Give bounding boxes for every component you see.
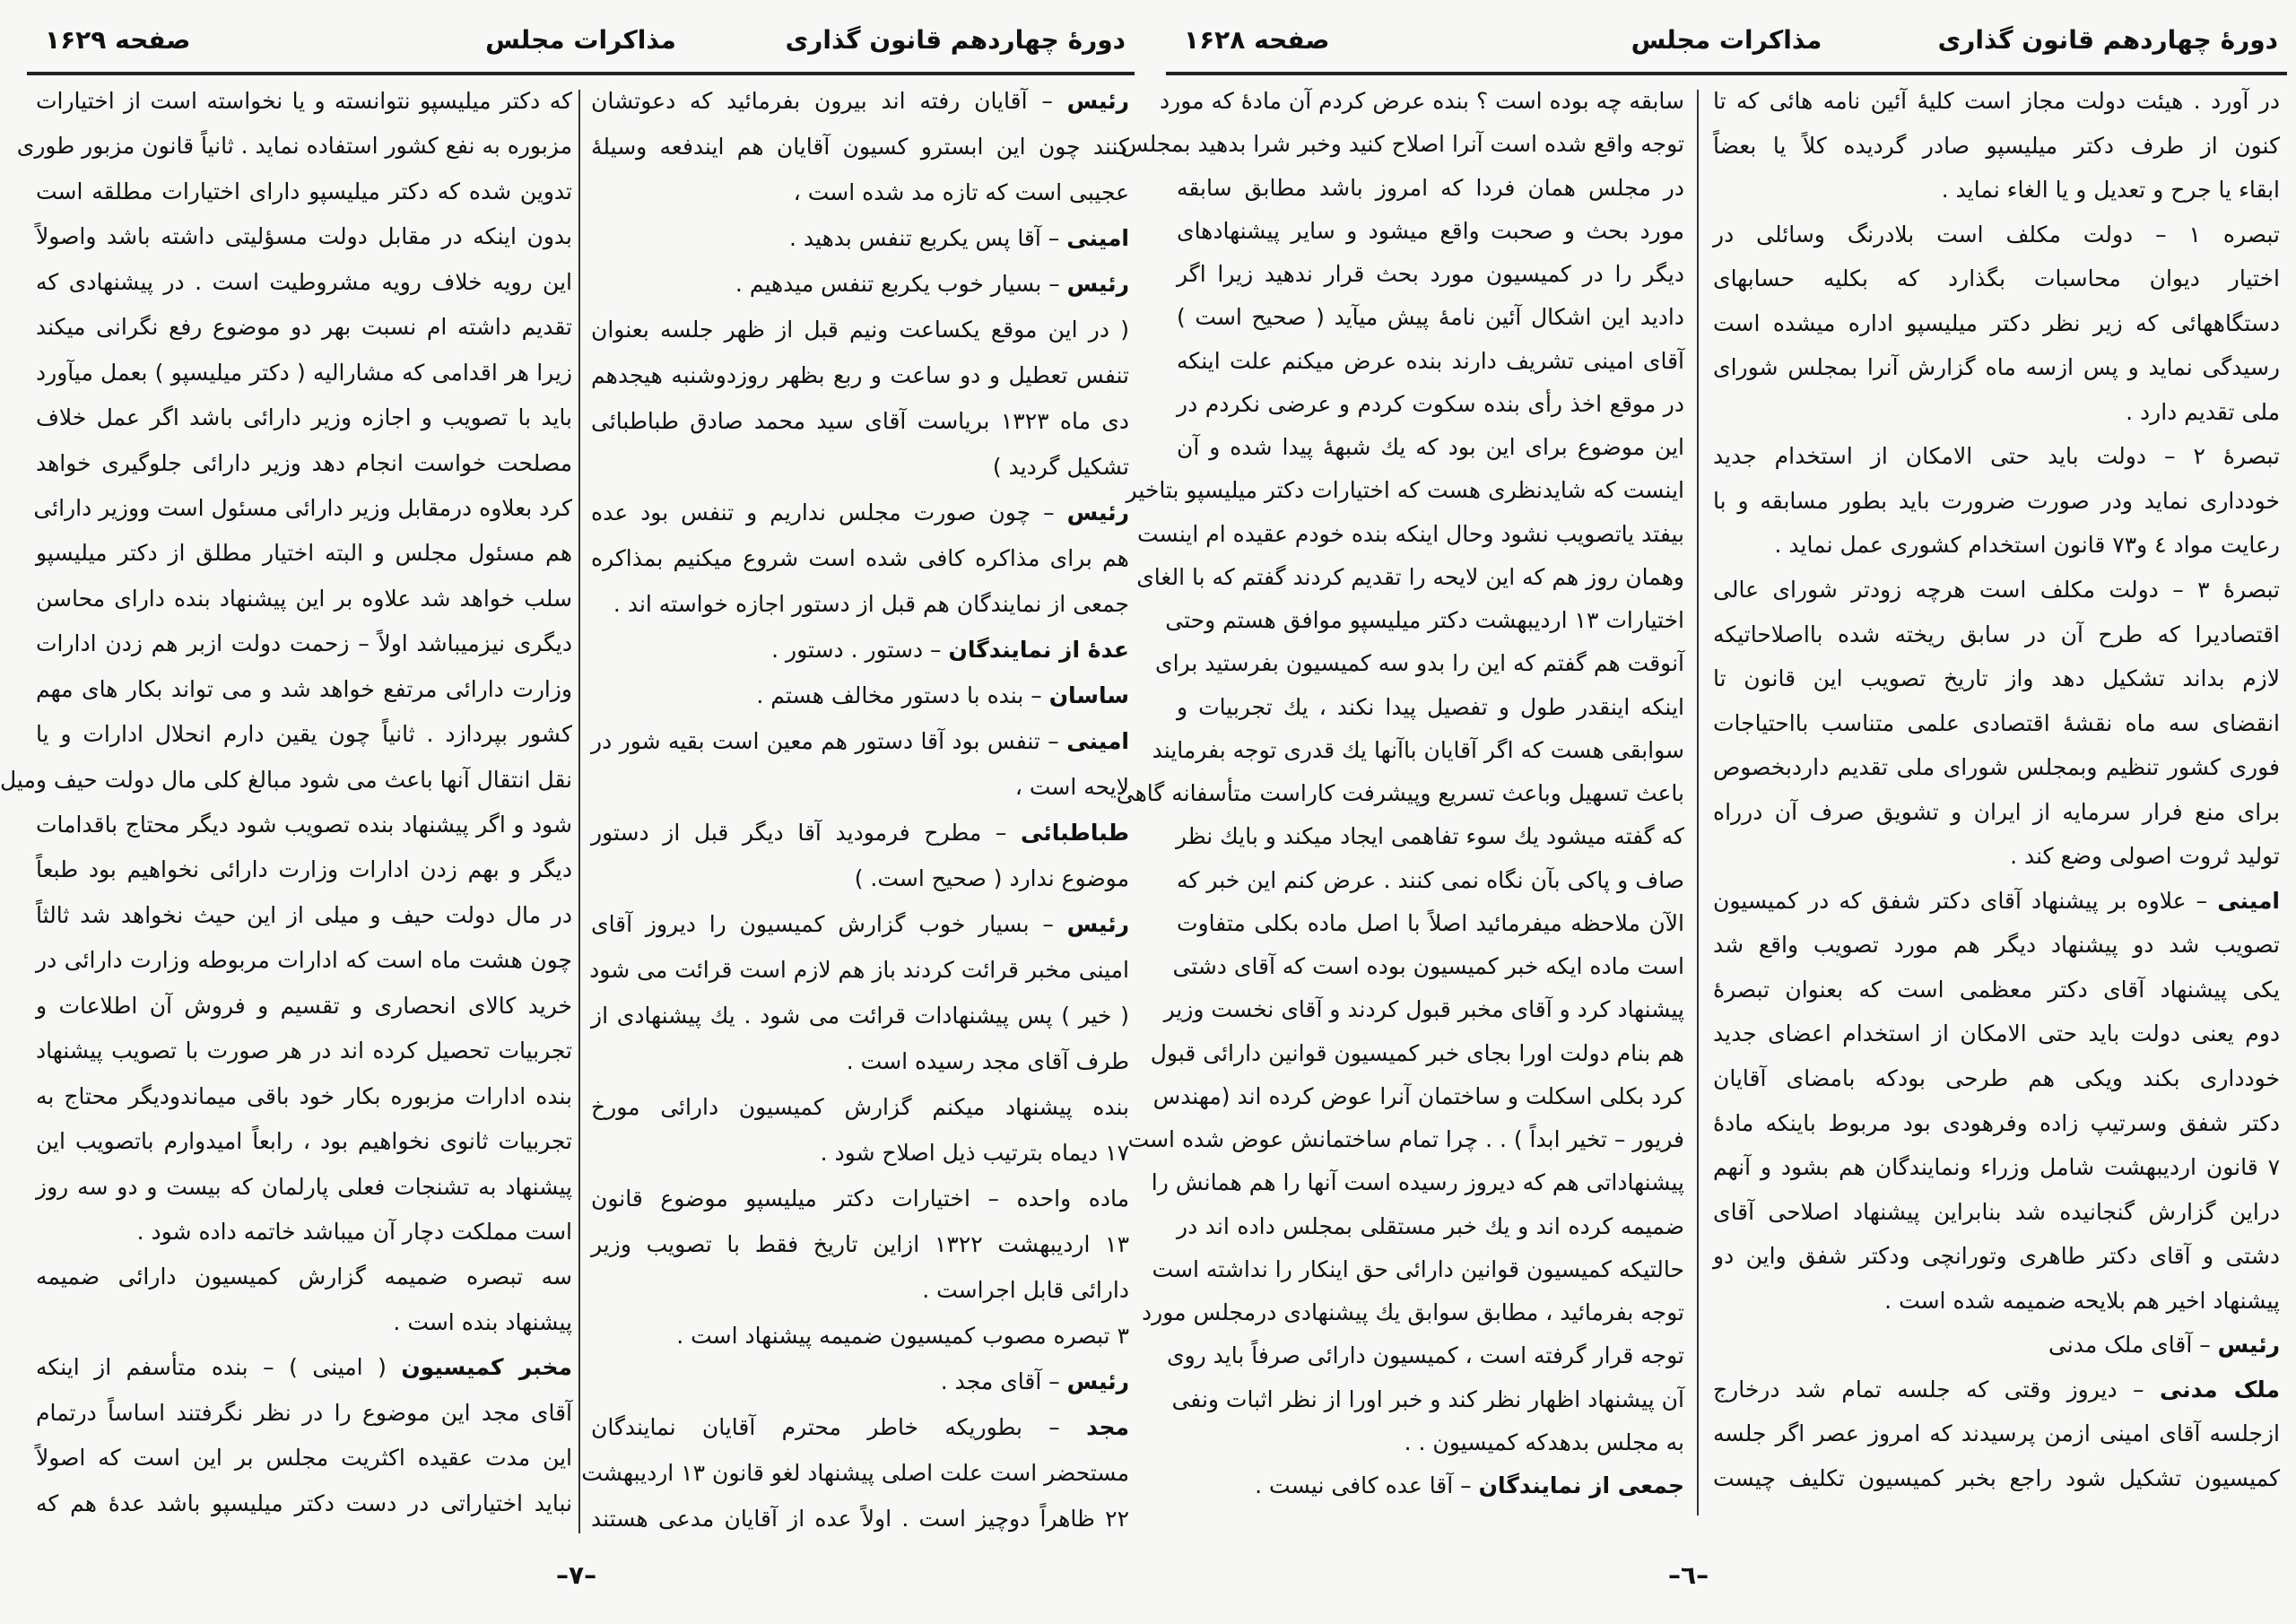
text-line: [591, 1412, 1129, 1443]
line-text: رعایت مواد ٤ و۷۳ قانون استخدام کشوری عمل نماید .: [1774, 532, 2280, 559]
text-line: [1160, 86, 1684, 117]
line-text: کنند چون این ابسترو کسیون آقایان هم ایندفعه وسیلهٔ: [591, 134, 1129, 160]
line-text: کمیسیون تشکیل شود راجع بخبر کمیسیون تکلیف چیست: [1713, 1464, 2280, 1491]
speaker-name: جمعی از نمایندگان: [1478, 1472, 1684, 1498]
text-line: [36, 1081, 572, 1112]
line-text: – بطوریکه خاطر محترم آقایان نمایندگان: [591, 1414, 1087, 1440]
line-text: پیشنهاد به تشنجات فعلی پارلمان که بیست و دو سه روز: [36, 1173, 572, 1200]
line-text: مصلحت خواست انجام دهد وزیر دارائی جلوگیری خواهد: [36, 449, 572, 476]
line-text: خودداری بکند ویکی هم طرحی بودکه بامضای آقایان: [1713, 1065, 2280, 1092]
line-text: ۱۷ دیماه بترتیب ذیل اصلاح شود .: [820, 1140, 1129, 1166]
text-line: [1713, 1152, 2280, 1183]
text-line: [1172, 951, 1684, 982]
line-text: این مدت عقیده اکثریت مجلس بر این است که اصولاً: [36, 1445, 572, 1472]
line-text: طرف آقای مجد رسیده است .: [846, 1048, 1129, 1074]
text-line: [591, 86, 1129, 117]
line-text: – آقای مجد .: [940, 1368, 1067, 1394]
header-title: مذاکرات مجلس: [485, 25, 676, 55]
text-line: [1713, 1375, 2280, 1405]
text-line: [36, 674, 572, 705]
text-line: [1713, 1108, 2280, 1139]
text-line: [1713, 975, 2280, 1005]
text-line: [1177, 259, 1684, 290]
line-text: الآن ملاحظه میفرمائید اصلاً با اصل ماده بکلی متفاوت: [1177, 909, 1684, 936]
text-line: [591, 1504, 1129, 1534]
line-text: تدوین شده که دکتر میلیسپو دارای اختیارات مطلقه است: [36, 178, 572, 204]
line-text: حالتیکه کمیسیون قوانین دارائی حق اینکار را نداشته است: [1152, 1255, 1684, 1282]
line-text: – مطرح فرمودید آقا دیگر قبل از دستور: [591, 820, 1022, 846]
text-line: [591, 681, 1129, 711]
line-text: سابقه چه بوده است ؟ بنده عرض کردم آن مادهٔ که مورد: [1160, 88, 1684, 114]
line-text: خرید کالای انحصاری و تقسیم و فروش آن اطلاعات و: [36, 992, 572, 1019]
speaker-name: مخبر کمیسیون: [401, 1354, 572, 1381]
text-line: [591, 1046, 1129, 1077]
text-line: [1152, 735, 1684, 766]
text-line: [1167, 1341, 1684, 1371]
line-text: نقل انتقال آنها باعث می شود مبالغ کلی مال دولت حیف ومیل: [0, 766, 572, 793]
line-text: صاف و پاکی بآن نگاه نمی کنند . عرض کنم این خبر که: [1177, 866, 1684, 893]
line-text: در آورد . هیئت دولت مجاز است کلیهٔ آئین نامه هائی که تا: [1713, 88, 2280, 114]
line-text: دادید این اشکال آئین نامهٔ پیش میآید ( صحیح است ): [1177, 304, 1684, 331]
line-text: پیشنهاد اخیر هم بلایحه ضمیمه شده است .: [1884, 1287, 2280, 1314]
text-line: [16, 131, 572, 161]
line-text: دراین گزارش گنجانیده شد بنابراین پیشنهاد اصلاحی آقای: [1713, 1198, 2280, 1225]
line-text: ( در این موقع یکساعت ونیم قبل از ظهر جلسه بعنوان: [591, 317, 1129, 343]
line-text: – دیروز وقتی که جلسه تمام شد درخارج: [1713, 1376, 2160, 1403]
line-text: است ماده ایکه خبر کمیسیون بوده است که آقای دشتی: [1172, 953, 1684, 979]
line-text: تبصره ۱ – دولت مکلف است بلادرنگ وسائلی در: [1713, 221, 2280, 248]
line-text: ۲۲ ظاهراً دوچیز است . اولاً عده از آقایان مدعی هستند: [591, 1506, 1129, 1532]
text-line: [36, 1126, 572, 1157]
text-line: [36, 1398, 572, 1429]
line-text: دوم یعنی دولت باید حتی الامکان از استخدام اعضای جدید: [1713, 1020, 2280, 1047]
line-text: فوری کشور تنظیم وبمجلس شورای ملی تقدیم داردبخصوص: [1713, 754, 2280, 781]
text-line: [36, 1262, 572, 1292]
text-line: [1713, 1330, 2280, 1360]
line-text: هم برای مذاکره کافی شده است شروع میکنیم بمذاکره: [591, 545, 1129, 571]
text-line: [36, 538, 572, 569]
text-line: [1713, 1241, 2280, 1272]
line-text: توجه بفرمائید ، مطابق سوابق یك پیشنهادی درمجلس مورد: [1142, 1299, 1684, 1325]
line-text: ۷ قانون اردیبهشت شامل وزراء ونمایندگان هم بشود و آنهم: [1713, 1154, 2280, 1181]
speaker-name: رئیس: [1066, 499, 1129, 525]
text-line: [591, 543, 1129, 574]
line-text: در مجلس همان فردا که امروز باشد مطابق سابقه: [1177, 174, 1684, 201]
page-1628: [1116, 0, 2287, 1624]
line-text: ازجلسه آقای امینی ازمن پرسیدند که امروز عصر اگر جلسه: [1713, 1420, 2280, 1447]
text-line: [1713, 1419, 2280, 1449]
header-rule: [1166, 72, 2287, 75]
line-text: اینکه اینقدر طول و تفصیل پیدا نکند ، یك تجربیات و: [1177, 693, 1684, 720]
line-text: – بسیار خوب گزارش کمیسیون را دیروز آقای: [591, 911, 1067, 937]
text-line: [1151, 1168, 1684, 1198]
text-line: [1177, 1211, 1684, 1242]
line-text: اینست که شایدنظری هست که اختیارات دکتر میلیسپو بتاخیر: [1126, 477, 1684, 504]
line-text: آقای مجد این موضوع را در نظر نگرفتند اساساً درتمام: [36, 1399, 572, 1426]
text-line: [1116, 778, 1684, 809]
text-line: [36, 448, 572, 479]
line-text: سوابقی هست که اگر آقایان باآنها یك قدری توجه بفرمایند: [1152, 736, 1684, 763]
text-line: [36, 221, 572, 252]
text-line: [591, 498, 1129, 528]
text-line: [36, 900, 572, 931]
text-line: [591, 1001, 1129, 1031]
text-line: [1142, 1298, 1684, 1328]
line-text: تجربیات ثانوی نخواهیم بود ، رابعاً امیدوارم باتصویب این: [36, 1128, 572, 1155]
text-line: [1137, 519, 1684, 550]
text-line: [1177, 865, 1684, 896]
text-line: [1127, 1125, 1684, 1155]
line-text: جمعی از نمایندگان هم قبل از دستور اجازه خواسته اند .: [613, 591, 1129, 617]
text-line: [591, 818, 1129, 848]
speaker-name: رئیس: [1066, 271, 1129, 297]
line-text: باید با تصویب و اجازه وزیر دارائی باشد اگر عمل خلاف: [36, 404, 572, 431]
line-text: – چون صورت مجلس نداریم و تنفس بود عده: [591, 499, 1067, 525]
line-text: این موضوع برای این بود که یك شبههٔ پیدا شده و آن: [1177, 434, 1684, 460]
speaker-name: طباطبائی: [1021, 820, 1129, 846]
speaker-name: ساسان: [1048, 682, 1129, 708]
text-line: [1713, 930, 2280, 960]
text-line: [581, 1458, 1129, 1489]
text-line: [36, 629, 572, 659]
text-line: [591, 772, 1129, 803]
line-text: ماده واحده – اختیارات دکتر میلیسپو موضوع قانون: [591, 1185, 1129, 1211]
page-1629: [0, 0, 1135, 1624]
text-line: [36, 1036, 572, 1066]
text-line: [0, 765, 572, 795]
line-text: آقای امینی تشریف دارند بنده عرض میکنم علت اینکه: [1177, 347, 1684, 374]
line-text: اختیار دیوان محاسبات بگذارد که بکلیه حسابهای: [1713, 265, 2280, 292]
line-text: آن پیشنهاد اظهار نظر کند و خبر اورا از نظر اثبات ونفی: [1171, 1385, 1684, 1412]
text-line: [36, 1489, 572, 1519]
line-text: دشتی و آقای دکتر طاهری وتورانچی ودکتر شفق واین دو: [1713, 1243, 2280, 1270]
text-line: [1713, 308, 2280, 339]
text-line: [1177, 302, 1684, 333]
line-text: بدون اینکه در مقابل دولت مسؤلیتی داشته باشد واصولاً: [36, 223, 572, 250]
line-text: برای منع فرار سرمایه از ایران و تشویق صرف آن درراه: [1713, 798, 2280, 825]
line-text: ضمیمه کرده اند و یك خبر مستقلی بمجلس داده اند در: [1177, 1212, 1684, 1239]
text-line: [591, 132, 1129, 162]
text-line: [591, 909, 1129, 940]
line-text: – آقایان رفته اند بیرون بفرمائید که دعوتشان: [591, 88, 1067, 114]
text-line: [36, 719, 572, 750]
text-line: [1152, 1081, 1684, 1112]
text-column-right: [1713, 86, 2280, 1494]
text-line: [1177, 908, 1684, 939]
text-line: [36, 991, 572, 1021]
line-text: – آقا پس یکربع تنفس بدهید .: [789, 225, 1067, 251]
line-text: سلب خواهد شد علاوه بر این پیشنهاد بنده دارای محاسن: [36, 585, 572, 612]
text-line: [1155, 648, 1684, 679]
line-text: لایحه است ،: [1014, 774, 1129, 800]
text-line: [591, 955, 1129, 986]
text-line: [591, 406, 1129, 437]
text-line: [1177, 216, 1684, 247]
text-line: [1713, 131, 2280, 161]
text-line: [36, 855, 572, 885]
text-line: [591, 315, 1129, 345]
text-line: [1150, 1038, 1684, 1069]
line-text: بنده پیشنهاد میکنم گزارش کمیسیون دارائی مورخ: [591, 1094, 1129, 1120]
legislative-term: دورهٔ چهاردهم قانون گذاری: [785, 25, 1126, 55]
page-header: [1166, 25, 2287, 65]
line-text: کنون از طرف دکتر میلیسپو صادر گردیده کلاً یا بعضاً: [1713, 132, 2280, 159]
page-label: صفحه ۱۶۲۸: [1184, 25, 1330, 55]
line-text: توجه قرار گرفته است ، کمیسیون دارائی صرفاً باید روی: [1167, 1342, 1684, 1369]
text-line: [1177, 821, 1684, 852]
speaker-name: رئیس: [1066, 1368, 1129, 1394]
line-text: سه تبصره ضمیمه گزارش کمیسیون دارائی ضمیمه: [36, 1264, 572, 1290]
line-text: در مال دولت حیف و میلی از این حیث نخواهد شد ثالثاً: [36, 901, 572, 928]
line-text: هم مسئول مجلس و البته اختیار مطلق از دکتر میلیسپو: [36, 540, 572, 567]
text-line: [36, 1352, 572, 1383]
page-number: –۷–: [556, 1560, 597, 1590]
text-line: [36, 177, 572, 207]
text-line: [591, 1367, 1129, 1397]
text-line: [591, 635, 1129, 665]
text-line: [36, 1217, 572, 1247]
text-line: [591, 1184, 1129, 1214]
line-text: – بسیار خوب یکربع تنفس میدهیم .: [735, 271, 1067, 297]
text-line: [591, 360, 1129, 391]
line-text: کشور بپردازد . ثانیاً چون یقین دارم انحلال ادارات و یا: [36, 721, 572, 748]
text-line: [1177, 692, 1684, 723]
line-text: نباید اختیاراتی در دست دکتر میلیسپو باشد عدهٔ هم که: [36, 1489, 572, 1516]
line-text: تشکیل گردید ): [992, 454, 1129, 480]
line-text: پیشنهاد کرد و آقای مخبر قبول کردند و آقای نخست وزیر: [1163, 996, 1684, 1023]
text-line: [1177, 1428, 1684, 1458]
line-text: در موقع اخذ رأی بنده سکوت کردم و عرضی نکردم در: [1177, 390, 1684, 417]
line-text: اقتصادیرا که طرح آن در سابق ریخته شده بااصلاحاتیکه: [1713, 621, 2280, 647]
line-text: دی ماه ۱۳۲۳ بریاست آقای سید محمد صادق طباطبائی: [591, 408, 1130, 434]
line-text: کرد بکلی اسکلت و ساختمان آنرا عوض کرده اند (مهندس: [1152, 1082, 1684, 1109]
line-text: ۱۳ اردیبهشت ۱۳۲۲ ازاین تاریخ فقط با تصویب وزیر: [591, 1231, 1129, 1257]
line-text: آنوقت هم گفتم که این را بدو سه کمیسیون بفرستید برای: [1155, 650, 1684, 677]
line-text: مورد بحث و صحبت واقع میشود و سایر پیشنهادهای: [1177, 217, 1684, 244]
line-text: بیفتد یاتصویب نشود وحال اینکه بنده خودم عقیده ام اینست: [1137, 520, 1684, 547]
line-text: توجه واقع شده است آنرا اصلاح کنید وخبر شرا بدهید بمجلس: [1120, 131, 1684, 158]
line-text: – بنده با دستور مخالف هستم .: [756, 682, 1049, 708]
text-line: [1177, 1471, 1684, 1501]
text-line: [1713, 352, 2280, 383]
line-text: که دکتر میلیسپو نتوانسته و یا نخواسته است از اختیارات: [36, 88, 572, 114]
speaker-name: رئیس: [1066, 88, 1129, 114]
text-line: [36, 312, 572, 343]
line-text: باعث تسهیل وباعث تسریع وپیشرفت کاراست متأسفانه گاهی: [1116, 780, 1684, 806]
line-text: ابقاء یا جرح و تعدیل و یا الغاء نماید .: [1941, 177, 2280, 204]
text-line: [1713, 86, 2280, 117]
text-line: [1713, 220, 2280, 250]
text-line: [1713, 441, 2280, 472]
line-text: ( خیر ) پس پیشنهادات قرائت می شود . یك پیشنهادی از: [591, 1003, 1129, 1029]
line-text: تجربیات تحصیل کرده اند در هر صورت با تصویب پیشنهاد: [36, 1038, 572, 1064]
text-line: [1171, 1385, 1684, 1415]
line-text: – علاوه بر پیشنهاد آقای دکتر شفق که در کمیسیون: [1713, 887, 2218, 914]
text-line: [1177, 346, 1684, 377]
text-line: [591, 269, 1129, 300]
line-text: امینی مخبر قرائت کردند باز هم لازم است قرائت می شود: [589, 957, 1129, 983]
text-line: [1713, 1197, 2280, 1228]
line-text: بنده ادارات مزبوره بکار خود باقی میماندودیگر محتاج به: [36, 1082, 572, 1109]
text-line: [36, 945, 572, 976]
text-line: [591, 1092, 1129, 1123]
line-text: تصویب شد دو پیشنهاد دیگر هم مورد تصویب واقع شد: [1713, 932, 2280, 959]
line-text: رسیدگی نماید و پس ازسه ماه گزارش آنرا بمجلس شورای: [1713, 354, 2280, 381]
header-title: مذاکرات مجلس: [1631, 25, 1822, 55]
text-line: [36, 267, 572, 298]
text-line: [33, 493, 572, 524]
page-number: –٦–: [1668, 1560, 1709, 1590]
text-line: [1163, 994, 1684, 1025]
line-text: تقدیم داشته ام نسبت بهر دو موضوع رفع نگرانی میکند: [36, 314, 572, 341]
speaker-name: ملک مدنی: [2159, 1376, 2280, 1403]
line-text: خودداری نماید ودر صورت ضرورت باید بطور مسابقه و با: [1713, 487, 2280, 514]
text-line: [1713, 886, 2280, 916]
line-text: عجیبی است که تازه مد شده است ،: [793, 179, 1129, 205]
line-text: است مملکت دچار آن میباشد خاتمه داده شود .: [136, 1218, 572, 1245]
speaker-name: امینی: [1066, 728, 1129, 754]
text-line: [591, 452, 1129, 482]
text-line: [1713, 1286, 2280, 1316]
line-text: دیگری نیزمیباشد اولاً – زحمت دولت ازبر هم زدن ادارات: [36, 630, 572, 657]
text-line: [36, 810, 572, 840]
text-line: [591, 589, 1129, 620]
line-text: ۳ تبصره مصوب کمیسیون ضمیمه پیشنهاد است .: [676, 1323, 1129, 1349]
text-line: [36, 584, 572, 614]
line-text: پیشنهاداتی هم که دیروز رسیده است آنها را هم همانش را: [1151, 1169, 1684, 1196]
text-line: [36, 1172, 572, 1203]
text-line: [1713, 175, 2280, 205]
text-line: [1177, 173, 1684, 204]
line-text: دارائی قابل اجراست .: [922, 1277, 1129, 1303]
text-line: [1177, 432, 1684, 463]
text-line: [1713, 1019, 2280, 1049]
text-line: [1713, 575, 2280, 605]
text-line: [1713, 797, 2280, 828]
text-line: [1713, 486, 2280, 517]
line-text: وزارت دارائی مرتفع خواهد شد و می تواند بکار های مهم: [36, 675, 572, 702]
column-divider: [578, 90, 580, 1533]
text-line: [1713, 664, 2280, 694]
text-line: [1713, 620, 2280, 650]
line-text: وهمان روز هم که این لایحه را تقدیم کردند گفتم که با الغای: [1136, 563, 1684, 590]
text-line: [591, 864, 1129, 894]
text-column-left: [1116, 86, 1684, 1501]
text-line: [36, 1443, 572, 1473]
line-text: ( امینی ) – بنده متأسفم از اینکه: [36, 1354, 402, 1381]
text-line: [1136, 562, 1684, 593]
line-text: به مجلس بدهدکه کمیسیون . .: [1404, 1429, 1684, 1455]
text-line: [1713, 752, 2280, 783]
speaker-name: امینی: [2217, 887, 2280, 914]
text-line: [591, 1275, 1129, 1306]
text-line: [36, 358, 572, 388]
legislative-term: دورهٔ چهاردهم قانون گذاری: [1937, 25, 2278, 55]
line-text: تبصرهٔ ۲ – دولت باید حتی الامکان از استخدام جدید: [1713, 443, 2280, 470]
text-line: [591, 726, 1129, 757]
line-text: شود و اگر پیشنهاد بنده تصویب شود دیگر محتاج باقدامات: [36, 812, 572, 838]
text-line: [591, 1138, 1129, 1168]
text-line: [1126, 475, 1684, 506]
column-divider: [1697, 90, 1699, 1515]
text-line: [36, 86, 572, 117]
line-text: انقضای سه ماه نقشهٔ اقتصادی علمی متناسب بااحتیاجات: [1713, 709, 2280, 736]
text-line: [591, 1229, 1129, 1260]
line-text: تولید ثروت اصولی وضع کند .: [2010, 843, 2280, 870]
speaker-name: عدهٔ از نمایندگان: [948, 637, 1129, 663]
text-line: [1177, 389, 1684, 420]
line-text: موضوع ندارد ( صحیح است. ): [854, 865, 1129, 891]
text-line: [591, 223, 1129, 254]
text-line: [1165, 605, 1684, 636]
text-line: [1713, 1064, 2280, 1094]
speaker-name: رئیس: [2217, 1332, 2280, 1359]
line-text: – آقا عده کافی نیست .: [1255, 1472, 1479, 1498]
text-line: [1713, 1463, 2280, 1494]
text-line: [1713, 397, 2280, 428]
speaker-name: مجد: [1086, 1414, 1129, 1440]
text-line: [1152, 1255, 1684, 1285]
line-text: دیگر را در کمیسیون مورد بحث قرار ندهید زیرا اگر: [1177, 261, 1684, 287]
line-text: تنفس تعطیل و دو ساعت و ربع بظهر روزدوشنبه هیجدهم: [591, 362, 1129, 388]
line-text: این رویه خلاف رویه مشروطیت است . در پیشنهادی که: [36, 268, 572, 295]
text-line: [36, 403, 572, 433]
line-text: ملی تقدیم دارد .: [2126, 398, 2280, 425]
line-text: کرد بعلاوه درمقابل وزیر دارائی مسئول است ووزیر دارائی: [33, 494, 572, 521]
text-line: [1713, 530, 2280, 560]
text-line: [1120, 129, 1684, 160]
line-text: لازم بداند تشکیل دهد واز تاریخ تصویب این قانون تا: [1713, 665, 2280, 692]
line-text: – آقای ملک مدنی: [2048, 1332, 2218, 1359]
header-rule: [27, 72, 1135, 75]
line-text: مستحضر است علت اصلی پیشنهاد لغو قانون ۱۳ اردیبهشت: [581, 1460, 1129, 1486]
line-text: پیشنهاد بنده است .: [393, 1308, 572, 1335]
line-text: زیرا هر اقدامی که مشارالیه ( دکتر میلیسپو ) بعمل میآورد: [36, 359, 572, 386]
line-text: – تنفس بود آقا دستور هم معین است بقیه شور در: [591, 728, 1067, 754]
line-text: دستگاههائی که زیر نظر دکتر میلیسپو اداره میشده است: [1713, 309, 2280, 336]
text-column-right: [581, 86, 1130, 1534]
text-column-left: [0, 86, 572, 1519]
line-text: دکتر شفق وسرتیپ زاده وفرهودی بود مربوط باینکه مادهٔ: [1713, 1109, 2280, 1136]
line-text: تبصرهٔ ۳ – دولت مکلف است هرچه زودتر شورای عالی: [1713, 577, 2280, 604]
text-line: [591, 178, 1129, 208]
line-text: یکی پیشنهاد آقای دکتر معظمی است که بعنوان تبصرهٔ: [1713, 976, 2280, 1003]
line-text: – دستور . دستور .: [771, 637, 949, 663]
line-text: هم بنام دولت اورا بجای خبر کمیسیون قوانین دارائی قبول: [1150, 1039, 1684, 1066]
line-text: اختیارات ۱۳ اردیبهشت دکتر میلیسپو موافق هستم وحتی: [1165, 607, 1684, 633]
line-text: فریور – تخیر ابداً ) . . چرا تمام ساختمانش عوض شده است: [1127, 1126, 1684, 1152]
text-line: [1713, 841, 2280, 872]
page-label: صفحه ۱۶۲۹: [45, 25, 191, 55]
speaker-name: امینی: [1066, 225, 1129, 251]
page-header: [27, 25, 1135, 65]
speaker-name: رئیس: [1066, 911, 1129, 937]
line-text: مزبوره به نفع کشور استفاده نماید . ثانیاً قانون مزبور طوری: [16, 133, 572, 160]
line-text: چون هشت ماه است که ادارات مربوطه وزارت دارائی در: [36, 947, 572, 974]
text-line: [1713, 264, 2280, 294]
text-line: [591, 1321, 1129, 1351]
text-line: [36, 1307, 572, 1338]
line-text: که گفته میشود یك سوء تفاهمی ایجاد میکند و بایك نظر: [1175, 823, 1684, 850]
text-line: [1713, 708, 2280, 739]
line-text: دیگر و بهم زدن ادارات وزارت دارائی نخواهیم بود طبعاً: [36, 856, 572, 883]
